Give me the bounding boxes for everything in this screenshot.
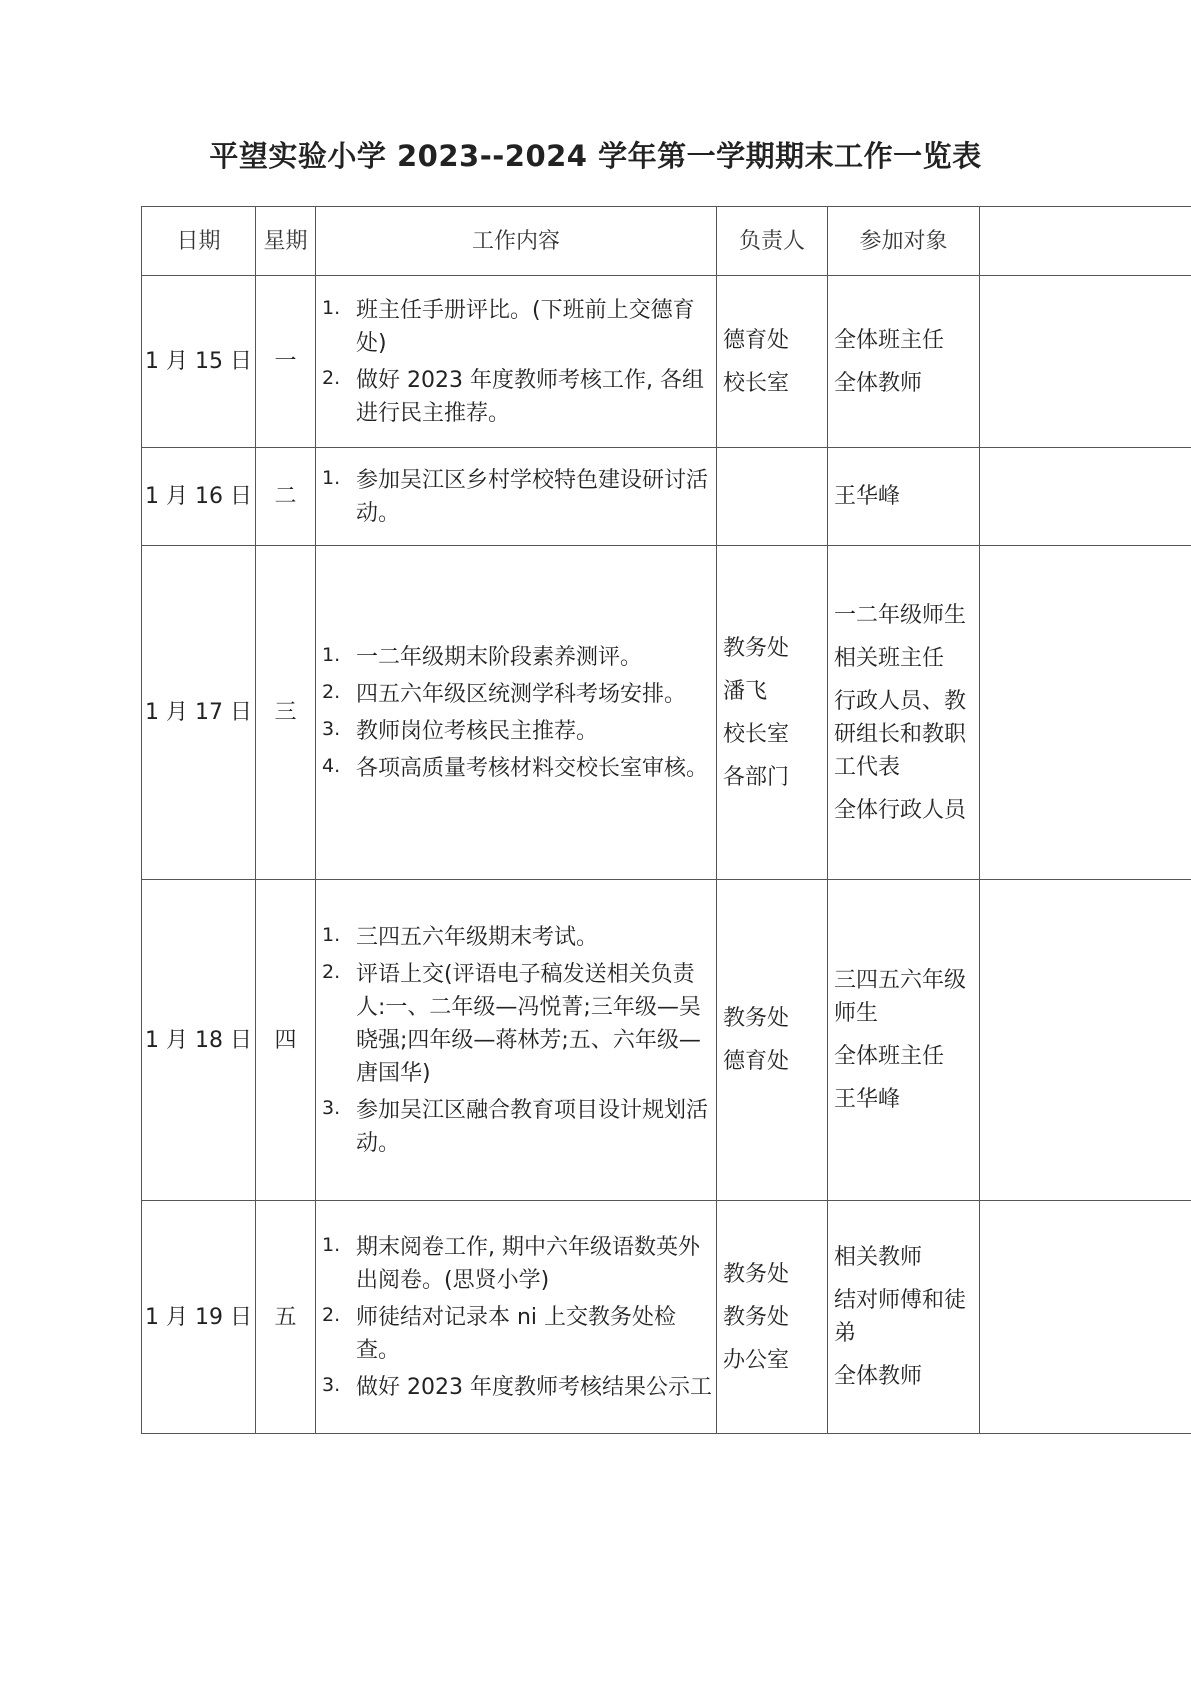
task-number: 1. (322, 466, 341, 489)
header-date: 日期 (142, 207, 256, 276)
task-text: 期末阅卷工作, 期中六年级语数英外出阅卷。(思贤小学) (356, 1234, 700, 1293)
task-number: 4. (322, 754, 341, 777)
table-row (142, 880, 1191, 1201)
schedule-table (141, 206, 1191, 1434)
task-number: 1. (322, 923, 341, 946)
cell-participants (828, 276, 980, 448)
task-text: 教师岗位考核民主推荐。 (356, 718, 599, 744)
cell-content (316, 448, 717, 546)
cell-weekday: 五 (256, 1201, 316, 1434)
task-text: 评语上交(评语电子稿发送相关负责人:一、二年级—冯悦菁;三年级—吴晓强;四年级—蒋林芳;五、六年级—唐国华) (356, 961, 701, 1086)
cell-blank (980, 276, 1191, 448)
participant-entry: 一二年级师生 (834, 602, 967, 628)
header-blank (980, 207, 1191, 276)
table-row (142, 1201, 1191, 1434)
participant-entry: 结对师傅和徒弟 (834, 1288, 967, 1346)
task-item (316, 678, 712, 711)
task-number: 1. (322, 1233, 341, 1256)
header-participants: 参加对象 (828, 207, 980, 276)
task-item (316, 921, 712, 954)
task-list (316, 921, 716, 1160)
lead-entry: 潘飞 (723, 678, 768, 704)
cell-content (316, 880, 717, 1201)
task-text: 做好 2023 年度教师考核结果公示工 (356, 1374, 712, 1400)
task-item (316, 715, 712, 748)
cell-lead (717, 448, 828, 546)
task-text: 参加吴江区乡村学校特色建设研讨活动。 (356, 467, 709, 526)
task-item (316, 464, 712, 530)
lead-entry: 教务处 (723, 1006, 790, 1031)
cell-date: 1 月 16 日 (142, 448, 256, 546)
cell-date: 1 月 18 日 (142, 880, 256, 1201)
task-list (316, 464, 716, 530)
task-text: 做好 2023 年度教师考核工作, 各组进行民主推荐。 (356, 367, 704, 426)
task-text: 各项高质量考核材料交校长室审核。 (356, 755, 709, 781)
task-number: 2. (322, 680, 341, 703)
task-number: 2. (322, 960, 341, 983)
lead-entry: 教务处 (723, 1261, 790, 1287)
header-weekday: 星期 (256, 207, 316, 276)
task-text: 三四五六年级期末考试。 (356, 924, 599, 950)
task-number: 1. (322, 643, 341, 666)
task-item (316, 364, 712, 430)
lead-entry: 各部门 (723, 764, 790, 790)
task-number: 2. (322, 366, 341, 389)
cell-weekday: 四 (256, 880, 316, 1201)
task-text: 一二年级期末阶段素养测评。 (356, 644, 643, 670)
task-item (316, 1301, 712, 1367)
participant-entry: 全体行政人员 (834, 797, 967, 823)
task-text: 师徒结对记录本 ni 上交教务处检查。 (356, 1304, 677, 1363)
cell-blank (980, 880, 1191, 1201)
header-lead: 负责人 (717, 207, 828, 276)
cell-participants (828, 448, 980, 546)
cell-content (316, 1201, 717, 1434)
task-item (316, 641, 712, 674)
cell-blank (980, 546, 1191, 880)
task-text: 班主任手册评比。(下班前上交德育处) (356, 297, 695, 356)
task-item (316, 1231, 712, 1297)
participant-entry: 全体班主任 (834, 327, 945, 353)
cell-weekday: 一 (256, 276, 316, 448)
task-item (316, 752, 712, 785)
task-text: 参加吴江区融合教育项目设计规划活动。 (356, 1097, 709, 1156)
lead-entry: 教务处 (723, 1304, 790, 1330)
header-content: 工作内容 (316, 207, 717, 276)
task-number: 3. (322, 717, 341, 740)
cell-participants (828, 546, 980, 880)
task-text: 四五六年级区统测学科考场安排。 (356, 681, 687, 707)
task-number: 2. (322, 1303, 341, 1326)
task-number: 1. (322, 296, 341, 319)
cell-date: 1 月 17 日 (142, 546, 256, 880)
task-list (316, 641, 716, 785)
task-number: 3. (322, 1096, 341, 1119)
lead-entry: 校长室 (723, 370, 790, 396)
lead-entry: 办公室 (723, 1347, 790, 1373)
page-title: 平望实验小学 2023--2024 学年第一学期期末工作一览表 (209, 139, 982, 173)
participant-entry: 王华峰 (834, 484, 901, 509)
participant-entry: 三四五六年级师生 (834, 968, 967, 1026)
task-item (316, 1094, 712, 1160)
participant-entry: 行政人员、教研组长和教职工代表 (834, 688, 967, 780)
table-row (142, 276, 1191, 448)
cell-lead (717, 276, 828, 448)
task-item (316, 294, 712, 360)
cell-date: 1 月 15 日 (142, 276, 256, 448)
participant-entry: 全体教师 (834, 370, 923, 396)
table-row (142, 448, 1191, 546)
task-item (316, 1371, 712, 1404)
cell-date: 1 月 19 日 (142, 1201, 256, 1434)
cell-participants (828, 880, 980, 1201)
participant-entry: 王华峰 (834, 1087, 901, 1112)
lead-entry: 德育处 (723, 327, 790, 353)
cell-weekday: 二 (256, 448, 316, 546)
task-list (316, 1231, 716, 1404)
task-list (316, 294, 716, 430)
lead-entry: 德育处 (723, 1049, 790, 1074)
lead-entry: 校长室 (723, 721, 790, 747)
task-item (316, 958, 712, 1090)
cell-lead (717, 546, 828, 880)
cell-weekday: 三 (256, 546, 316, 880)
table-row (142, 546, 1191, 880)
cell-blank (980, 1201, 1191, 1434)
cell-lead (717, 1201, 828, 1434)
participant-entry: 相关教师 (834, 1245, 923, 1270)
cell-content (316, 546, 717, 880)
table-header-row (142, 207, 1191, 276)
cell-content (316, 276, 717, 448)
cell-participants (828, 1201, 980, 1434)
cell-lead (717, 880, 828, 1201)
participant-entry: 全体班主任 (834, 1044, 945, 1069)
task-number: 3. (322, 1373, 341, 1396)
cell-blank (980, 448, 1191, 546)
participant-entry: 全体教师 (834, 1364, 923, 1389)
lead-entry: 教务处 (723, 635, 790, 661)
participant-entry: 相关班主任 (834, 645, 945, 671)
